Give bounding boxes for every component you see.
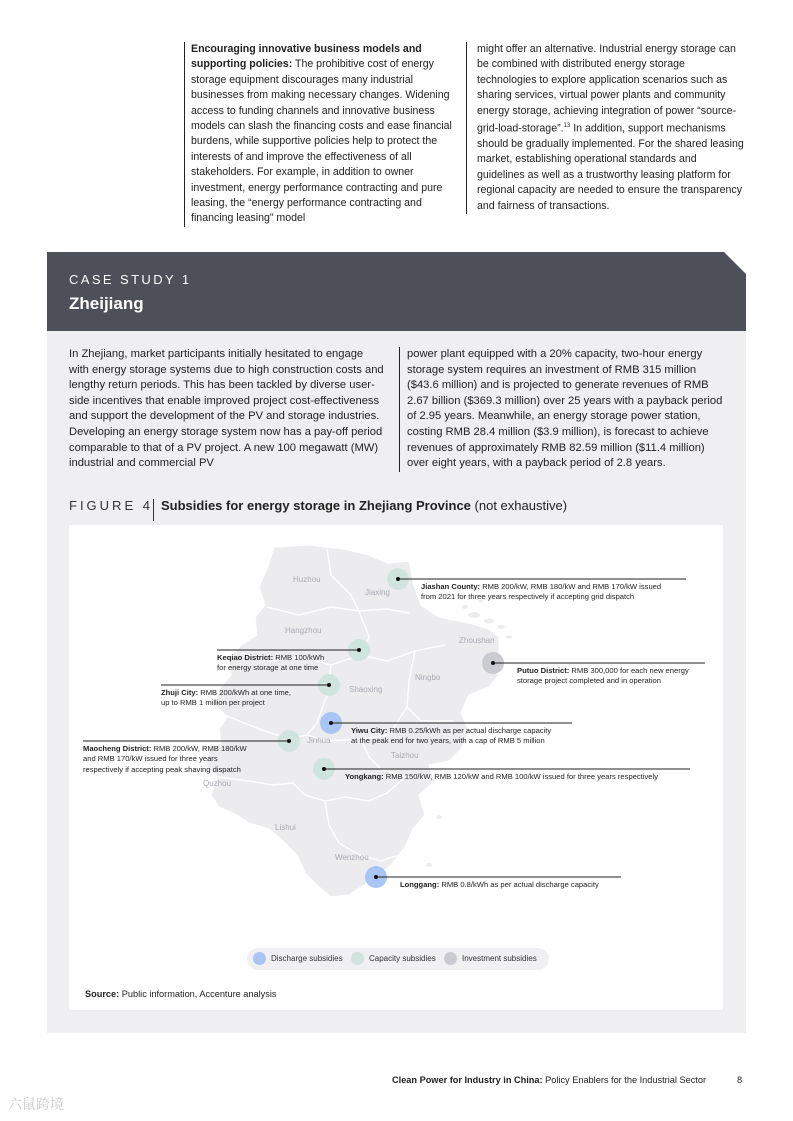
region-jinhua: Jinhua [307, 736, 331, 745]
intro-right-body-a: might offer an alternative. Industrial energy storage can be combined with distributed energy storage technologies to explore application scenarios such as sharing services, virtual power plants and community energy storage, achieving integration of power “source-grid-load-storage”. [477, 43, 737, 135]
callout-yiwu [351, 726, 551, 747]
legend-capacity-label: Capacity subsidies [369, 954, 436, 963]
callout-keqiao [217, 653, 324, 674]
callout-longgang [400, 880, 599, 890]
intro-left-column [184, 42, 464, 227]
region-ningbo: Ningbo [415, 673, 441, 682]
case-study-label: CASE STUDY 1 [69, 272, 192, 287]
legend-capacity-swatch [351, 952, 364, 965]
intro-right-column [466, 42, 744, 214]
case-study-title: Zheijiang [69, 294, 144, 313]
legend-investment-swatch [444, 952, 457, 965]
figure-source [85, 989, 277, 999]
region-zhoushan: Zhoushan [459, 636, 495, 645]
region-wenzhou: Wenzhou [335, 853, 369, 862]
figure-separator [153, 499, 154, 521]
figure-label: FIGURE 4 [69, 498, 153, 513]
legend-discharge[interactable] [253, 952, 343, 966]
region-lishui: Lishui [275, 823, 296, 832]
callout-longgang-name: Longgang: [400, 880, 440, 889]
intro-left-heading: Encouraging innovative business models and supporting policies: [191, 43, 422, 71]
region-quzhou: Quzhou [203, 779, 232, 788]
case-study-left-text: In Zhejiang, market participants initially hesitated to engage with energy storage systems due to high construction costs and lengthy return periods. This has been tackled by diverse user-side incentives that enable improved project cost-effectiveness and support the development of the PV and storage industries. Developing an energy storage system now has a pay-off period comparable to that of a PV project. A new 100 megawatt (MW) industrial and commercial PV [69, 348, 384, 470]
callout-maocheng-text3: respectively if accepting peak shaving dispatch [83, 764, 241, 774]
case-study-panel [47, 252, 746, 1033]
legend-investment-label: Investment subsidies [462, 954, 537, 963]
figure-title [161, 498, 567, 513]
callout-keqiao-text2: for energy storage at one time [217, 663, 319, 673]
callout-yongkang-text: RMB 150/kW, RMB 120/kW and RMB 100/kW issued for three years respectively [383, 772, 658, 781]
callout-yiwu-text2: at the peak end for two years, with a cap of RMB 5 million [351, 736, 545, 746]
footer-title-bold: Clean Power for Industry in China: [392, 1075, 543, 1085]
legend-capacity[interactable] [351, 952, 436, 966]
map-card [69, 525, 723, 1010]
intro-right-body-b: In addition, support mechanisms should be gradually implemented. For the shared leasing market, establishing operational standards and guidelines as well as a trustworthy leasing platform for regional capacity are needed to ensure the transparency and fairness of transactions. [477, 122, 744, 212]
case-study-header [47, 252, 746, 331]
callout-keqiao-text: RMB 100/kWh [273, 653, 325, 662]
callout-zhuji [161, 688, 291, 709]
source-label: Source: [85, 989, 120, 999]
callout-putuo [517, 666, 689, 687]
callout-putuo-text: RMB 300,000 for each new energy [569, 666, 689, 675]
callout-zhuji-text2: up to RMB 1 million per project [161, 698, 265, 708]
callout-keqiao-name: Keqiao District: [217, 653, 274, 662]
callout-putuo-name: Putuo District: [517, 666, 570, 675]
case-study-right-text: power plant equipped with a 20% capacity, two-hour energy storage system requires an investment of RMB 315 million ($43.6 million) and is projected to generate revenues of RMB 2.67 billion ($369.3 million) over 25 years with a payback period of 2.95 years. Meanwhile, an energy storage power station, costing RMB 28.4 million ($3.9 million), is forecast to achieve revenues of approximately RMB 82.59 million ($11.4 million) over eight years, with a payback period of 2.8 years. [399, 347, 723, 472]
callout-yongkang [345, 772, 658, 782]
page-footer-title [392, 1075, 706, 1085]
watermark-logo: 六鼠跨境 [8, 1096, 64, 1112]
figure-title-bold: Subsidies for energy storage in Zhejiang Province [161, 498, 471, 513]
legend-discharge-swatch [253, 952, 266, 965]
callout-jiashan-name: Jiashan County: [421, 582, 481, 591]
legend-investment[interactable] [444, 952, 537, 966]
footnote-ref[interactable]: 13 [563, 123, 571, 130]
callout-maocheng-text2: and RMB 170/kW issued for three years [83, 754, 218, 764]
region-hangzhou: Hangzhou [285, 626, 322, 635]
callout-yongkang-name: Yongkang: [345, 772, 384, 781]
region-huzhou: Huzhou [293, 575, 321, 584]
source-text: Public information, Accenture analysis [119, 989, 277, 999]
header-corner-notch [724, 252, 746, 274]
callout-maocheng-name: Maocheng District: [83, 744, 152, 753]
callout-maocheng [83, 744, 247, 775]
intro-columns [184, 42, 744, 228]
callout-maocheng-text: RMB 200/kW, RMB 180/kW [151, 744, 247, 753]
figure-title-rest: (not exhaustive) [470, 498, 568, 513]
footer-title-rest: Policy Enablers for the Industrial Sector [542, 1075, 707, 1085]
callout-zhuji-name: Zhuji City: [161, 688, 199, 697]
region-shaoxing: Shaoxing [349, 685, 383, 694]
intro-left-body: The prohibitive cost of energy storage equipment discourages many industrial businesses from making necessary changes. Widening access to funding channels and innovative business models can slash the financing costs and ease financial burdens, while supportive policies help to protect the interests of and improve the effectiveness of all stakeholders. For example, in addition to owner investment, energy performance contracting and pure leasing, the “energy performance contracting and financing leasing” model [191, 58, 452, 225]
callout-zhuji-text: RMB 200/kWh at one time, [198, 688, 291, 697]
callout-jiashan-text2: from 2021 for three years respectively if accepting grid dispatch [421, 592, 635, 602]
callout-jiashan [421, 582, 661, 603]
callout-yiwu-name: Yiwu City: [351, 726, 388, 735]
callout-longgang-text: RMB 0.8/kWh as per actual discharge capacity [439, 880, 599, 889]
callout-yiwu-text: RMB 0.25/kWh as per actual discharge capacity [387, 726, 552, 735]
region-jiaxing: Jiaxing [365, 588, 390, 597]
callout-jiashan-text: RMB 200/kW, RMB 180/kW and RMB 170/kW issued [480, 582, 662, 591]
region-taizhou: Taizhou [391, 751, 419, 760]
legend-discharge-label: Discharge subsidies [271, 954, 343, 963]
page-number: 8 [737, 1075, 743, 1085]
map-legend [247, 948, 549, 970]
callout-putuo-text2: storage project completed and in operation [517, 676, 661, 686]
